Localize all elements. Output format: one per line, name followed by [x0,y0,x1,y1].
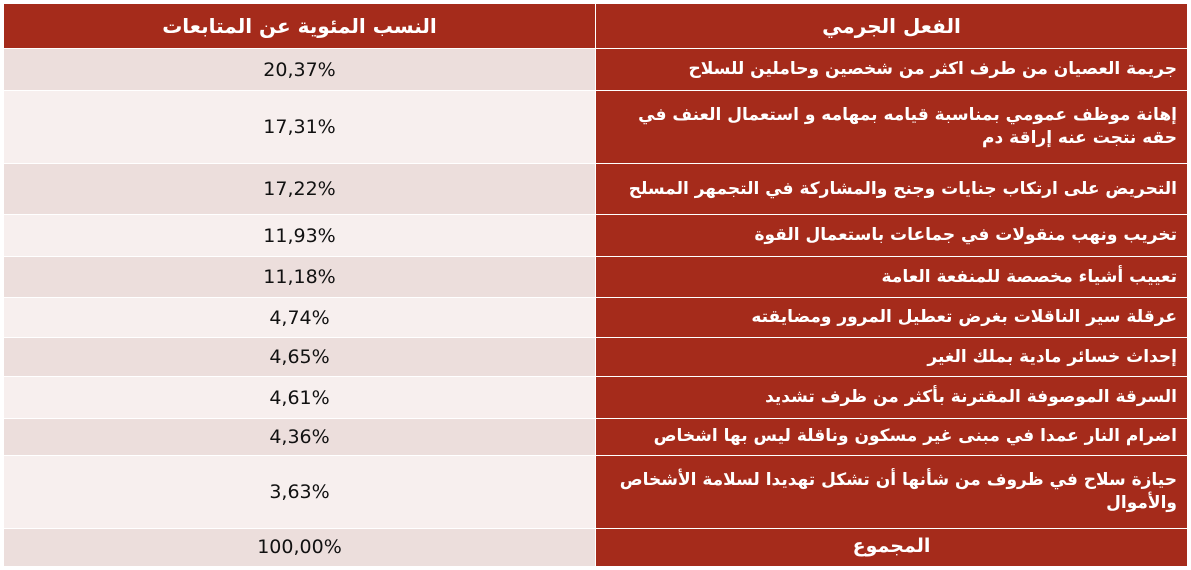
row-act: تخريب ونهب منقولات في جماعات باستعمال القوة [596,214,1188,256]
row-percentage: 11,18% [4,257,596,297]
row-act: جريمة العصيان من طرف اكثر من شخصين وحاملين للسلاح [596,49,1188,91]
table-row [4,257,1188,297]
row-act: إهانة موظف عمومي بمناسبة قيامه بمهامه و استعمال العنف في حقه نتجت عنه إراقة دم [596,91,1188,164]
row-act: التحريض على ارتكاب جنايات وجنح والمشاركة في التجمهر المسلح [596,164,1188,215]
row-act: تعييب أشياء مخصصة للمنفعة العامة [596,257,1188,297]
table-header-row [4,4,1188,49]
row-percentage: 4,61% [4,376,596,418]
table-row [4,455,1188,528]
row-percentage: 20,37% [4,49,596,91]
total-label: المجموع [596,528,1188,566]
crime-percentage-table [3,3,1188,567]
row-act: السرقة الموصوفة المقترنة بأكثر من ظرف تشديد [596,376,1188,418]
row-percentage: 17,31% [4,91,596,164]
row-act: حيازة سلاح في ظروف من شأنها أن تشكل تهديدا لسلامة الأشخاص والأموال [596,455,1188,528]
row-act: إحداث خسائر مادية بملك الغير [596,338,1188,376]
row-percentage: 4,36% [4,419,596,455]
row-percentage: 3,63% [4,455,596,528]
total-row [4,528,1188,566]
row-percentage: 4,65% [4,338,596,376]
table-row [4,214,1188,256]
table-row [4,164,1188,215]
row-act: عرقلة سير الناقلات بغرض تعطيل المرور ومضايقته [596,297,1188,337]
row-percentage: 4,74% [4,297,596,337]
table-row [4,91,1188,164]
table-row [4,297,1188,337]
table-row [4,419,1188,455]
row-percentage: 17,22% [4,164,596,215]
row-percentage: 11,93% [4,214,596,256]
table-row [4,338,1188,376]
total-percentage: 100,00% [4,528,596,566]
header-act: الفعل الجرمي [596,4,1188,49]
table-row [4,376,1188,418]
row-act: اضرام النار عمدا في مبنى غير مسكون وناقلة ليس بها اشخاص [596,419,1188,455]
header-percentage: النسب المئوية عن المتابعات [4,4,596,49]
table-row [4,49,1188,91]
